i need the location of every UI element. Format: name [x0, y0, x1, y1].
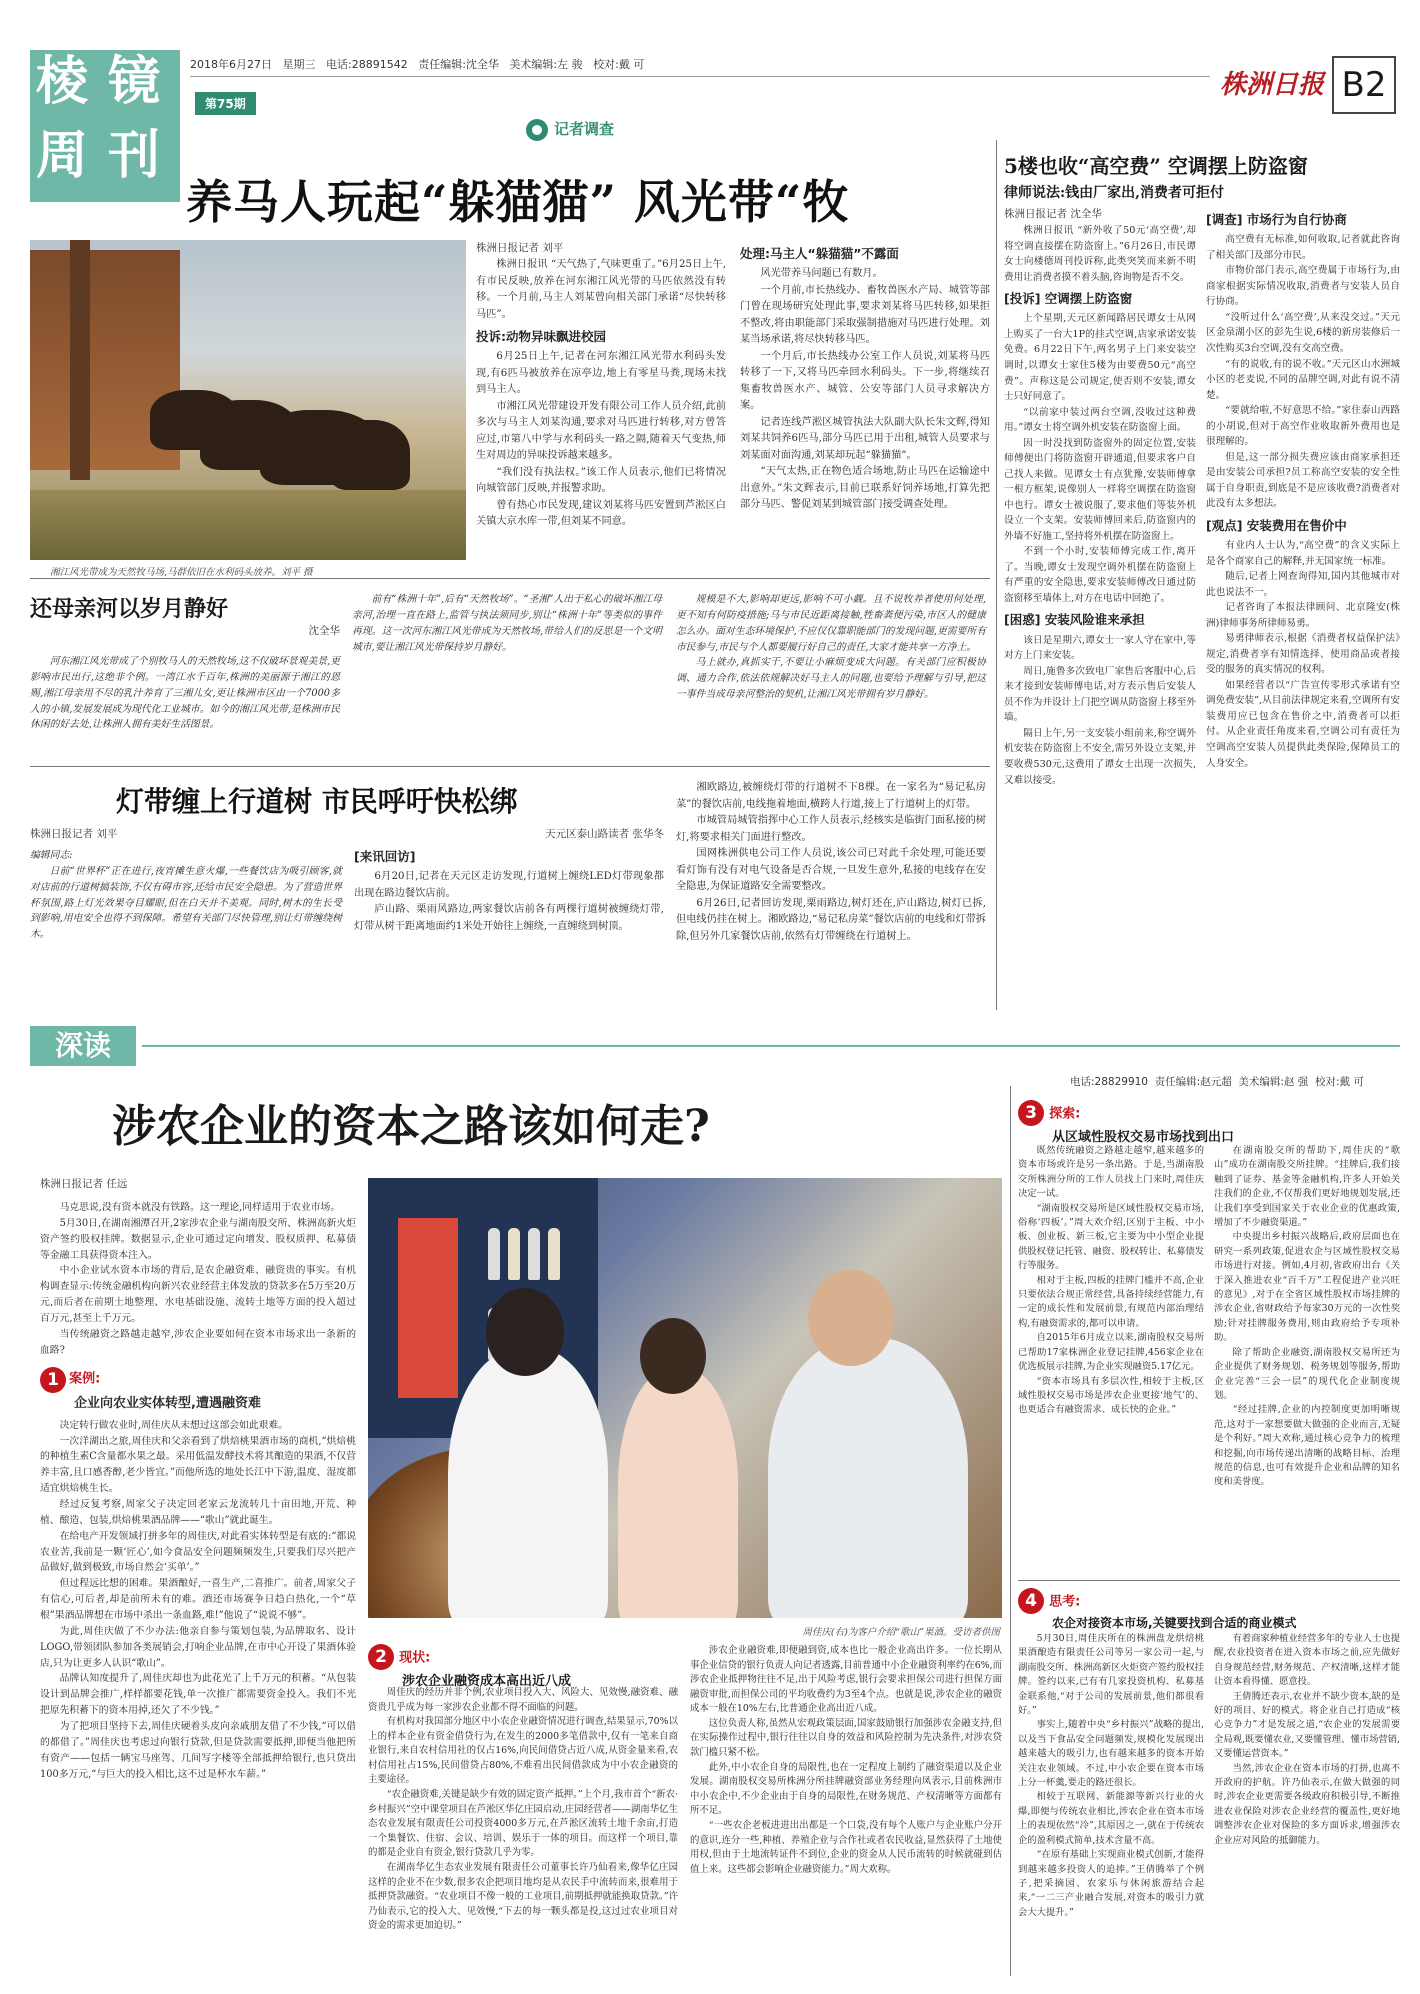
story3-p4: 市城管局城管指挥中心工作人员表示,经核实是临街门面私接的树灯,将要求相关门面进行整改。 — [676, 815, 986, 843]
story3-p2: 庐山路、栗雨风路边,两家餐饮店前各有两棵行道树被缠绕灯带,灯带从树干距离地面约1米处开始往上缠绕,一直缠绕到树顶。 — [354, 904, 664, 932]
feature-s4-p6: 王倩腾还表示,农业并不缺少资本,缺的是好的项目、好的模式。将企业自己打造成“核心竞争力”才是发展之道,“农企业的发展需要全局观,既要懂农业,又要懂管理、懂市场营销,又要懂运营资本。” — [1214, 1690, 1400, 1760]
feature-col-4 — [1018, 1144, 1204, 1418]
column-logo — [30, 50, 180, 202]
story1-p10: “天气太热,正在物色适合场地,防止马匹在运输途中出意外。”朱文辉表示,目前已联系好饲养场地,打算先把部分马匹、警促刘某到城管部门接受调查处理。 — [740, 466, 990, 511]
story2-p5: 不到一个小时,安装师傅完成工作,离开了。当晚,谭女士发现空调外机摆在防盗窗上有严重的安全隐患,要求安装师傅改日通过防盗窗移至墙体上,对方在电话中回绝了。 — [1004, 546, 1196, 604]
column-logo-char-1: 棱 — [36, 51, 89, 112]
story3-editor-note-label: 编辑同志: — [30, 850, 73, 861]
feature-s4-p2: 事实上,随着中央“乡村振兴”战略的提出,以及当下食品安全问题频发,规模化发展现出越来越大的吸引力,也有越来越多的资本开始关注农业领域。不过,中小农企要在资本市场上分一杯羹,要走的路还很长。 — [1018, 1719, 1204, 1789]
header-weekday: 星期三 — [282, 58, 316, 71]
story3-sub1: [来讯回访] — [354, 849, 416, 864]
feature-s3-p6: 在湖南股交所的帮助下,周佳庆的“歌山”成功在湖南股交所挂牌。“挂牌后,我们接触到了证券、基金等金融机构,许多人开始关注我们的企业,不仅帮我们更好地规划发展,还让我们享受到国家关于农业企业的优惠政策,增加了不少融资渠道。” — [1214, 1145, 1400, 1229]
essay-p4: 马上就办,真抓实干,不要让小麻烦变成大问题。有关部门应积极协调、通力合作,依法依规解决好马主人的问题,也要给予理解与引导,把这一事件当成母亲河整治的契机,让湘江风光带拥有岁月静好。 — [676, 657, 986, 701]
section-3-label: 探索: — [1049, 1106, 1081, 1122]
story3-p5: 国网株洲供电公司工作人员说,该公司已对此千余处理,可能还要看灯饰有没有对电气设备是否合规,一旦发生意外,私接的电线存在安全隐患,为保证道路安全需要整改。 — [676, 848, 986, 893]
essay-col-3 — [676, 592, 986, 703]
story1-sub1: 投诉:动物异味飘进校园 — [476, 329, 606, 345]
essay-bottom-rule — [30, 766, 990, 767]
story2-p2: 上个星期,天元区新闻路居民谭女士从网上购买了一台大1P的挂式空调,店家承诺安装免费。6月22日下午,两名男子上门来安装空调时,以谭女士家住5楼为由要费50元“高空费”。声称这是公司规定,使否则不安装,谭女士只好同意了。 — [1004, 313, 1196, 403]
essay-col-1 — [30, 654, 340, 733]
story2-byline: 株洲日报记者 沈全华 — [1004, 208, 1102, 220]
feature-s2-p3: “农企融资难,关键是缺少有效的固定资产抵押。”上个月,我市首个“新农·乡村振兴”空中课堂项目在芦淞区华亿庄园启动,庄园经营者——湖南华亿生态农业发展有限责任公司投资4000多万元,在芦淞区流转土地千余亩,打造一个集餐饮、住宿、会议、培训、娱乐于一体的项目。而这样一个项目,靠的都是企业自有资金,银行贷款几乎为零。 — [368, 1789, 678, 1859]
section-1-label: 案例: — [69, 1371, 101, 1387]
feature-byline: 株洲日报记者 任远 — [40, 1178, 128, 1190]
story2-p11: “没听过什么‘高空费’,从来没交过。”天元区金泉湖小区的彭先生说,6楼的新房装修后一次性购买3台空调,没有交高空费。 — [1206, 311, 1400, 354]
story1-col-1 — [476, 240, 726, 531]
feature-s4-p3: 相较于互联网、新能源等新兴行业的火爆,即便与传统农业相比,涉农企业在资本市场上的表现依然“冷”,其原因之一,就在于传统农企的盈利模式简单,技术含量不高。 — [1018, 1791, 1204, 1846]
section-phone: 电话:28829910 — [1070, 1076, 1148, 1088]
person-left — [448, 1348, 608, 1618]
story1-p4: “我们没有执法权。”该工作人员表示,他们已将情况向城管部门反映,并报警求助。 — [476, 466, 726, 495]
person-middle — [618, 1368, 738, 1618]
essay-p1: 河东湘江风光带成了个别牧马人的天然牧场,这不仅破坏景观美景,更影响市民出行,这绝非个例。一湾江水千百年,株洲的美丽源于湘江的恩赐,湘江母亲用不尽的乳汁养育了三湘儿女,更让株洲市区由一个7000多人的小镇,发展发展成为现代化工业城市。如今的湘江风光带,是株洲市民休闲的好去处,让株洲人拥有美好生活图景。 — [30, 656, 340, 731]
story2-sub1: [投诉] 空调摆上防盗窗 — [1004, 291, 1133, 307]
feature-right-rule — [1010, 1086, 1011, 1976]
essay-p2: 前有“株洲十年”,后有“天然牧场”。“圣湘”人出于私心的破坏湘江母亲河,治理一直在路上,监管与执法须同步,别让“株洲十年”等类似的事件再现。这一次河东湘江风光带成为天然牧场,带给人们的反思是一个文明城市,要让湘江风光带保持岁月静好。 — [352, 594, 662, 653]
feature-s3-p1: 既然传统融资之路越走越窄,越来越多的资本市场或许是另一条出路。于是,当湖南股交所株洲分所的工作人员找上门来时,周佳庆决定一试。 — [1018, 1145, 1204, 1200]
feature-s2-p5: 涉农企业融资难,即便融到资,成本也比一般企业高出许多。一位长期从事企业信贷的银行负责人向记者透露,目前普通中小企业融资利率约在6%,而涉农企业抵押物往往不足,出于风险考虑,银行会要求担保公司进行担保方面融资审批,而担保公司的平均收费约为3至4个点。也就是说,涉农企业的融资成本一般在10%左右,比普通企业高出近八成。 — [690, 1645, 1002, 1715]
story2-p16: 随后,记者上网查询得知,国内其他城市对此也说法不一。 — [1206, 571, 1400, 598]
story2-p18: 易勇律师表示,根据《消费者权益保护法》规定,消费者享有知情选择、使用商品或者接受的服务的真实情况的权利。 — [1206, 633, 1400, 676]
section-meta — [1070, 1074, 1364, 1089]
ground — [30, 490, 466, 560]
feature-intro-4: 当传统融资之路越走越窄,涉农企业要如何在资本市场求出一条新的血路? — [40, 1328, 356, 1356]
story2-p3: “以前家中装过两台空调,没收过这种费用。”谭女士将空调外机安装在防盗窗上面。 — [1004, 406, 1196, 434]
essay-title: 还母亲河以岁月静好 — [30, 596, 229, 622]
column-logo-char-3: 周 — [36, 125, 89, 186]
essay-col-2 — [352, 592, 662, 655]
story2-p19: 如果经营者以“广告宣传零形式承诺有空调免费安装”,从目前法律规定来看,空调所有安装费用应已包含在售价之中,消费者可以拒付。从企业责任角度来看,空调公司有责任为空调高空安装人员提供此类保险,保障员工的人身安全。 — [1206, 679, 1400, 769]
feature-s4-p1: 5月30日,周佳庆所在的株洲盘龙烘焙桃果酒酿造有限责任公司等另一家公司一起,与湖南股交所、株洲高新区火炬资产签约股权挂牌。签约以来,已有有几家投资机构、私募基金联系他,“对于公司的发展前景,他们都很看好。” — [1018, 1633, 1204, 1717]
section-tag: 深读 — [30, 1026, 136, 1066]
feature-s2-p8: “一些农企老板进进出出都是一个口袋,没有每个人账户与企业账户分开的意识,连分一些,种植、养殖企业与合作社或者农民收益,显然获得了土地使用权,但由于土地流转证件不到位,企业的资金从人民币流转的时候就碰到估值上来。这些都会影响企业融资能力。”周大欢称。 — [690, 1819, 1002, 1875]
paper-name: 株洲日报 — [1219, 70, 1324, 100]
person-right — [768, 1338, 968, 1618]
story2-col-1 — [1004, 206, 1196, 788]
story1-p9: 记者连线芦淞区城管执法大队副大队长朱文辉,得知刘某共饲养6匹马,部分马匹已用于出租,城管人员要求与刘某面对面沟通,刘某却玩起“躲猫猫”。 — [740, 416, 990, 461]
section-4-heading — [1018, 1588, 1400, 1631]
header-meta — [190, 56, 644, 72]
feature-s1-p5: 但过程远比想的困难。果酒酿好,一喜生产,二喜推广。前者,周家父子有信心,可后者,却是前所未有的难。酒还市场赛争日趋白热化,一个“草根”果酒品牌想在市场中杀出一条血路,难!”他说了“说说不够”。 — [40, 1578, 356, 1621]
feature-col-7 — [1214, 1632, 1400, 1848]
story3-col-2 — [354, 826, 664, 935]
feature-s2-p1: 周佳庆的经历并非个例,农业项目投入大、风险大、见效慢,融资难、融资贵几乎成为每一家涉农企业都不得不面临的问题。 — [368, 1687, 678, 1713]
feature-s2-p6: 这位负责人称,虽然从宏观政策层面,国家鼓励银行加强涉农金融支持,但在实际操作过程中,银行往往以自身的效益和风险控制为先决条件,对涉农贷款门槛只紧不松。 — [690, 1717, 1002, 1759]
story2-p9: 高空费有无标准,如何收取,记者就此咨询了相关部门及部分市民。 — [1206, 234, 1400, 261]
feature-photo — [368, 1178, 1002, 1618]
feature-s4-p4: “在原有基础上实现商业模式创新,才能得到越来越多投资人的追捧。”王倩腾举了个例子,把采摘园、农家乐与休闲旅游结合起来,“一二三产业融合发展,对资本的吸引力就会大大提升。” — [1018, 1849, 1204, 1918]
header-date: 2018年6月27日 — [190, 58, 272, 71]
feature-s3-p9: “经过挂牌,企业的内控制度更加明晰规范,这对于一家想要做大做强的企业而言,无疑是个利好。”周大欢称,通过核心竞争力的梳理和挖掘,向市场传递出清晰的战略目标、治理规范的信息,也可有效提升企业和品牌的知名度和美誉度。 — [1214, 1404, 1400, 1488]
person-left-head — [486, 1288, 564, 1376]
story1-p1: 株洲日报讯 “天气热了,气味更重了。”6月25日上午,有市民反映,放养在河东湘江风光带的马匹依然没有转移。一个月前,马主人刘某曾向相关部门承诺“尽快转移马匹”。 — [476, 259, 726, 320]
feature-s1-p3: 经过反复考察,周家父子决定回老家云龙流转几十亩田地,开荒、种植、酿造、包装,烘焙桃果酒品牌——“歌山”就此诞生。 — [40, 1498, 356, 1526]
story2-col-2 — [1206, 206, 1400, 771]
story2-p4: 因一时没找到防盗窗外的固定位置,安装师傅便出门将防盗窗开辟通道,但要求客户自己找人来做。见谭女士有点犹豫,安装师傅拿一根方框架,说像别人一样将空调摆在防盗窗中也行。谭女士被说服了,要求他们等装外机设立一个支架。安装师傅回来后,防盗窗内的外墙不好施工,坚持将外机摆在防盗窗上。 — [1004, 437, 1196, 542]
right-column-rule — [996, 140, 997, 1010]
section-3-heading — [1018, 1100, 1400, 1145]
feature-col-6 — [1018, 1632, 1204, 1920]
page-number: B2 — [1332, 56, 1396, 114]
feature-s3-p4: 自2015年6月成立以来,湖南股权交易所已帮助17家株洲企业登记挂牌,456家企业在优选板展示挂牌,为企业实现融资5.17亿元。 — [1018, 1332, 1204, 1373]
section-3-number: 3 — [1018, 1100, 1044, 1126]
story2-subtitle: 律师说法:钱由厂家出,消费者可拒付 — [1004, 185, 1225, 201]
section-2-number: 2 — [368, 1644, 394, 1670]
feature-s4-p7: 当然,涉农企业在资本市场的打拼,也离不开政府的护航。许乃仙表示,在做大做强的同时,涉农企业更需要各级政府积极引导,不断推进农业保险对涉农企业经营的覆盖性,更好地调整涉农企业对保险的多方面诉求,增强涉农企业应对风险的抵御能力。 — [1214, 1762, 1400, 1846]
section-1-title: 企业向农业实体转型,遭遇融资难 — [74, 1395, 261, 1411]
essay-header — [30, 592, 340, 638]
story2-p1: 株洲日报讯 “新外收了50元‘高空费’,却将空调直接摆在防盗窗上。”6月26日,市民谭女士向楼德周刊投诉称,此类突笑而来新不明费用让消费者摸不着头脑,咨询物是否不交。 — [1004, 225, 1196, 283]
feature-photo-caption: 周佳庆(右)为客户介绍“歌山”果酒。受访者供图 — [802, 1627, 1000, 1638]
feature-s3-p2: “湖南股权交易所是区域性股权交易市场,俗称‘四板’。”周大欢介绍,区别于主板、中小板、创业板、新三板,它主要为中小型企业提供股权登记托管、融资、股权转让、私募债发行等服务。 — [1018, 1202, 1204, 1272]
feature-s3-p7: 中央提出乡村振兴战略后,政府层面也在研究一系列政策,促进农企与区域性股权交易市场进行对接。例如,4月初,省政府出台《关于深入推进农业“百千万”工程促进产业兴旺的意见》,对于在全省区域性股权市场挂牌的涉农企业,省财政给予每家30万元的一次性奖励;针对挂牌服务费用,则由政府给予专项补助。 — [1214, 1231, 1400, 1344]
story2-p8: 隔日上午,另一支安装小组前来,称空调外机安装在防盗窗上不安全,需另外设立支架,并要收费530元,这费用了谭女士出现一次损失,又难以接受。 — [1004, 727, 1196, 786]
story2-p15: 有业内人士认为,“高空费”的含义实际上是各个商家自己的解释,并无国家统一标准。 — [1206, 540, 1400, 567]
record-icon — [526, 119, 548, 141]
story2-p12: “有的说收,有的说不收。”天元区山水洲城小区的老麦说,不同的品牌空调,对此有说不清楚。 — [1206, 358, 1400, 401]
section-art-editor: 美术编辑:赵 强 — [1238, 1076, 1309, 1088]
story2-p17: 记者咨询了本报法律顾问、北京隆安(株洲)律师事务所律师易勇。 — [1206, 602, 1400, 629]
bottle-3 — [528, 1228, 540, 1280]
story3-letter-body: 日前“世界杯”正在进行,夜宵摊生意火爆,一些餐饮店为吸引顾客,就对店前的行道树搞装饰,不仅有碍市容,还给市民安全隐患。为了营造世界杯氛围,路上灯光效果夺目耀眼,但在白天并不美观。同时,树木的生长受到影响,用电安全也得不到保障。希望有关部门尽快管理,别让灯带缠绕树木。 — [30, 865, 342, 941]
story1-p2: 6月25日上午,记者在河东湘江风光带水利码头发现,有6匹马被放养在凉亭边,地上有零星马粪,现场未找到马主人。 — [476, 351, 726, 396]
bottle-2 — [508, 1228, 520, 1280]
story3-p6: 6月26日,记者回访发现,栗雨路边,树灯还在,庐山路边,树灯已拆,但电线仍挂在树上。湘欧路边,“易记私房菜”餐饮店前的电线和灯带拆除,但另外几家餐饮店前,依然有灯带缠绕在行道树上。 — [676, 897, 986, 942]
story2-p10: 市物价部门表示,高空费属于市场行为,由商家根据实际情况收取,消费者与安装人员自行协商。 — [1206, 265, 1400, 308]
section-4-label: 思考: — [1049, 1594, 1081, 1610]
section-1-number: 1 — [40, 1367, 66, 1393]
story1-p7: 一个月前,市长热线办、畜牧兽医水产局、城管等部门曾在现场研究处理此事,要求刘某将马匹转移,如果拒不整改,将由职能部门采取强制措施对马匹进行处理。刘某当场承诺,将尽快转移马匹。 — [740, 284, 990, 346]
essay-p3: 规模是不大,影响却更远,影响不可小觑。且不说牧养者使用何处理,更不知有何防疫措施;马与市民近距离接触,牲畜粪便污染,市区人的健康怎么办。面对生态环境保护,不应仅仅靠职能部门的发现问题,更需要所有市民参与,市民与个人都要履行好自己的责任,大家才能共享一方净土。 — [676, 594, 986, 653]
section-editor: 责任编辑:赵元超 — [1154, 1076, 1232, 1088]
feature-intro-3: 中小企业试水资本市场的背后,是农企融资难、融资贵的事实。有机构调查显示:传统金融机构向新兴农业经营主体发放的贷款多在5万至20万元,而后者在前期土地整理、水电基础设施、流转土地等方面的投入超过百万元,甚至上千万元。 — [40, 1265, 356, 1325]
story3-title: 灯带缠上行道树 市民呼吁快松绑 — [116, 785, 518, 818]
section-4-title: 农企对接资本市场,关键要找到合适的商业模式 — [1052, 1616, 1297, 1630]
story2-sub4: [观点] 安装费用在售价中 — [1206, 517, 1347, 533]
section-2-title: 涉农企业融资成本高出近八成 — [402, 1674, 572, 1689]
feature-title: 涉农企业的资本之路该如何走? — [112, 1101, 710, 1152]
story1-p3: 市湘江风光带建设开发有限公司工作人员介绍,此前多次与马主人刘某沟通,要求对马匹进行转移,对方曾答应过,市第八中学与水利码头一路之隔,随着天气变热,师生对周边的异味投诉越来越多。 — [476, 400, 726, 462]
column-logo-char-4: 刊 — [108, 125, 161, 186]
section-proofreader: 校对:戴 可 — [1314, 1076, 1364, 1088]
story1-byline: 株洲日报记者 刘平 — [476, 242, 564, 254]
story1-p6: 风光带养马问题已有数月。 — [760, 268, 883, 280]
story1-kicker — [526, 118, 614, 141]
feature-s1-p2: 一次洋湖出之旅,周佳庆和父亲看到了烘焙桃果酒市场的商机,“烘焙桃的种植生素C含量都水果之最。采用低温发酵技术将其酿造的果酒,不仅营养丰富,且口感香醇,老少皆宜。”而他所选的地处长江中下游,温度、湿度都适宜烘焙桃生长。 — [40, 1435, 356, 1495]
feature-s1-p1: 决定转行做农业时,周佳庆从未想过这部会如此艰难。 — [59, 1419, 289, 1431]
feature-s1-p6: 为此,周佳庆做了不少办法:他亲自参与策划包装,为品牌取名、设计LOGO,带领团队参加各类展销会,打响企业品牌,在市中心开设了果酒体验店,只为让更多人认识“歌山”。 — [40, 1625, 356, 1669]
feature-s3-p3: 相对于主板,四板的挂牌门槛并不高,企业只要依法合规正常经营,具备持续经营能力,有一定的成长性和发展前景,有规范内部治理结构,有融资需求的,都可以申请。 — [1018, 1274, 1204, 1329]
section-4-rule — [1018, 1580, 1400, 1581]
section-2-heading — [368, 1644, 688, 1689]
feature-s3-p5: “资本市场具有多层次性,相较于主板,区域性股权交易市场是涉农企业更接‘地气’的、也更适合有融资需求、成长快的企业。” — [1018, 1375, 1204, 1416]
story3-byline: 株洲日报记者 刘平 — [30, 828, 118, 840]
horse-4 — [330, 420, 410, 490]
story2-p6: 该日是星期六,谭女士一家人守在家中,等对方上门来安装。 — [1004, 634, 1196, 662]
feature-s1-p4: 在给电产开发领域打拼多年的周佳庆,对此看实体转型是有底的:“都说农业苦,我前是一颗‘匠心’,如今食品安全问题频频发生,只要我们尽兴把产品做好,做到极致,市场自然会‘买单’。” — [40, 1530, 356, 1574]
section-band-line — [142, 1045, 1400, 1047]
feature-s2-p4: 在湖南华亿生态农业发展有限责任公司董事长许乃仙看来,像华亿庄园这样的企业不在少数,很多农企把项目地均是从农民手中流转而来,很难用于抵押贷款融资。“农业项目不像一般的工业项目,前期抵押就能换取贷款。”许乃仙表示,它的投入大、见效慢,“下去的每一颗头都是投,这过过农业项目对资金的需求更加迫切。” — [368, 1861, 678, 1932]
feature-s1-p7: 品牌认知度提升了,周佳庆却也为此花光了上千万元的积蓄。“从包装设计到品牌会推广,样样都要花钱,单一次推广都需要资金投入。我们不光把原先积蓄下的资本用掉,还欠了不少钱。” — [40, 1673, 356, 1717]
feature-intro-2: 5月30日,在湖南湘潭召开,2家涉农企业与湖南股交所、株洲高新火炬资产签约股权挂牌。数据显示,企业可通过定向增发、股权质押、私募债等金融工具获得资本注入。 — [40, 1217, 356, 1261]
bottle-4 — [548, 1228, 560, 1280]
feature-s4-p5: 有着商家种植业经营多年的专业人士也提醒,农业投资者在进入资本市场之前,应先做好自身规范经营,财务规范、产权清晰,这样才能让资本看得懂、愿意投。 — [1214, 1633, 1400, 1688]
story3-letter-sign: 天元区泰山路读者 张华冬 — [545, 828, 664, 840]
story1-title: 养马人玩起“躲猫猫” 风光带“牧 — [186, 175, 850, 229]
feature-s2-p7: 此外,中小农企自身的局限性,也在一定程度上制约了融资渠道以及企业发展。湖南股权交易所株洲分所挂牌融资部业务经理向凤表示,目前株洲市中小农企中,不少企业由于自身的局限性,在财务规范、产权清晰等方面都有所不足。 — [690, 1761, 1002, 1817]
story3-p1: 6月20日,记者在天元区走访发现,行道树上缠绕LED灯带现象都出现在路边餐饮店前。 — [354, 871, 664, 899]
story3-letter — [30, 848, 342, 943]
section-4-number: 4 — [1018, 1588, 1044, 1614]
section-3-title: 从区域性股权交易市场找到出口 — [1052, 1130, 1235, 1145]
feature-col-3 — [690, 1644, 1002, 1877]
section-2-label: 现状: — [399, 1650, 431, 1666]
story2-p14: 但是,这一部分损失费应该由商家承担还是由安装公司承担?员工称高空安装的安全性属于自身职责,到底是不是应该收费?消费者对此没有太多想法。 — [1206, 451, 1400, 510]
header-editor: 责任编辑:沈全华 — [418, 58, 499, 71]
story1-photo — [30, 240, 466, 560]
bottle-1 — [488, 1228, 500, 1280]
header-phone: 电话:28891542 — [326, 58, 408, 71]
story2-sub3: [调查] 市场行为自行协商 — [1206, 212, 1347, 227]
section-1-heading — [40, 1367, 356, 1414]
feature-s3-p8: 除了帮助企业融资,湖南股权交易所还为企业提供了财务规划、税务规划等服务,帮助企业完善“三会一层”的现代化企业制度规划。 — [1214, 1346, 1400, 1401]
feature-col-2 — [368, 1686, 678, 1934]
person-right-head — [808, 1270, 894, 1366]
header-art-editor: 美术编辑:左 骏 — [509, 58, 583, 71]
header-rule — [190, 76, 1210, 77]
story2-title: 5楼也收“高空费” 空调摆上防盗窗 — [1004, 154, 1308, 178]
banner — [398, 1218, 458, 1398]
story3-p3: 湘欧路边,被缠绕灯带的行道树不下8棵。在一家名为“易记私房菜”的餐饮店前,电线拖着地面,横跨人行道,接上了行道树上的灯带。 — [676, 782, 986, 810]
section-band — [30, 1026, 1400, 1066]
column-logo-char-2: 镜 — [108, 51, 161, 112]
person-middle-head — [640, 1318, 706, 1394]
story1-kicker-label: 记者调查 — [554, 120, 615, 138]
story1-p8: 一个月后,市长热线办公室工作人员说,刘某将马匹转移了一下,又将马匹牵回水利码头。下一步,将继续召集畜牧兽医水产、城管、公安等部门人员寻求解决方案。 — [740, 350, 990, 412]
feature-s2-p2: 有机构对我国部分地区中小农企业融资情况进行调查,结果显示,70%以上的样本企业有资金借贷行为,在发生的2000多笔借款中,仅有一笔来自商业银行,来自农村信用社的仅占16%,向民间借贷占近八成,从资金量来看,农村信用社占15%,民间借贷占80%,不难看出民间借款成为中小农企融资的主要途径。 — [368, 1716, 678, 1786]
story2-p13: “要就给啦,不好意思不给。”家住泰山西路的小胡说,但对于高空作业收取新外费用也是很理解的。 — [1206, 405, 1400, 448]
feature-col-1 — [40, 1200, 356, 1782]
issue-badge: 第75期 — [195, 92, 256, 115]
feature-col-5 — [1214, 1144, 1400, 1490]
feature-intro-1: 马克思说,没有资本就没有铁路。这一理论,同样适用于农业市场。 — [59, 1202, 341, 1213]
story1-bottom-rule — [30, 578, 990, 579]
story1-photo-caption: 湘江风光带成为天然牧马场,马群依旧在水利码头放养。刘平 摄 — [50, 567, 313, 578]
header-proofreader: 校对:戴 可 — [593, 58, 645, 71]
story2-sub2: [困惑] 安装风险谁来承担 — [1004, 612, 1145, 628]
feature-s1-p8: 为了把项目坚持下去,周佳庆硬着头皮向亲戚朋友借了不少钱,“可以借的都借了。”周佳庆也考虑过向银行贷款,但是贷款需要抵押,即便当他把所有资产——包括一辆宝马座驾、几间写字楼等全部抵押给银行,也只贷出100多万元,“与巨大的投入相比,这不过是杯水车薪。” — [40, 1720, 356, 1780]
story1-p5: 曾有热心市民发现,建议刘某将马匹安置到芦淞区白关镇大京水库一带,但刘某不同意。 — [476, 499, 726, 528]
crane-arm — [70, 240, 90, 480]
story2-p7: 周日,施鲁多次致电厂家售后客服中心,后来才接到安装师傅电话,对方表示售后安装人员不作为并设计上门把空调从防盗窗上移至外墙。 — [1004, 665, 1196, 724]
story1-col-2 — [740, 240, 990, 514]
essay-author: 沈全华 — [308, 625, 340, 637]
story1-sub2: 处理:马主人“躲猫猫”不露面 — [740, 246, 899, 261]
story3-col-3 — [676, 780, 986, 945]
